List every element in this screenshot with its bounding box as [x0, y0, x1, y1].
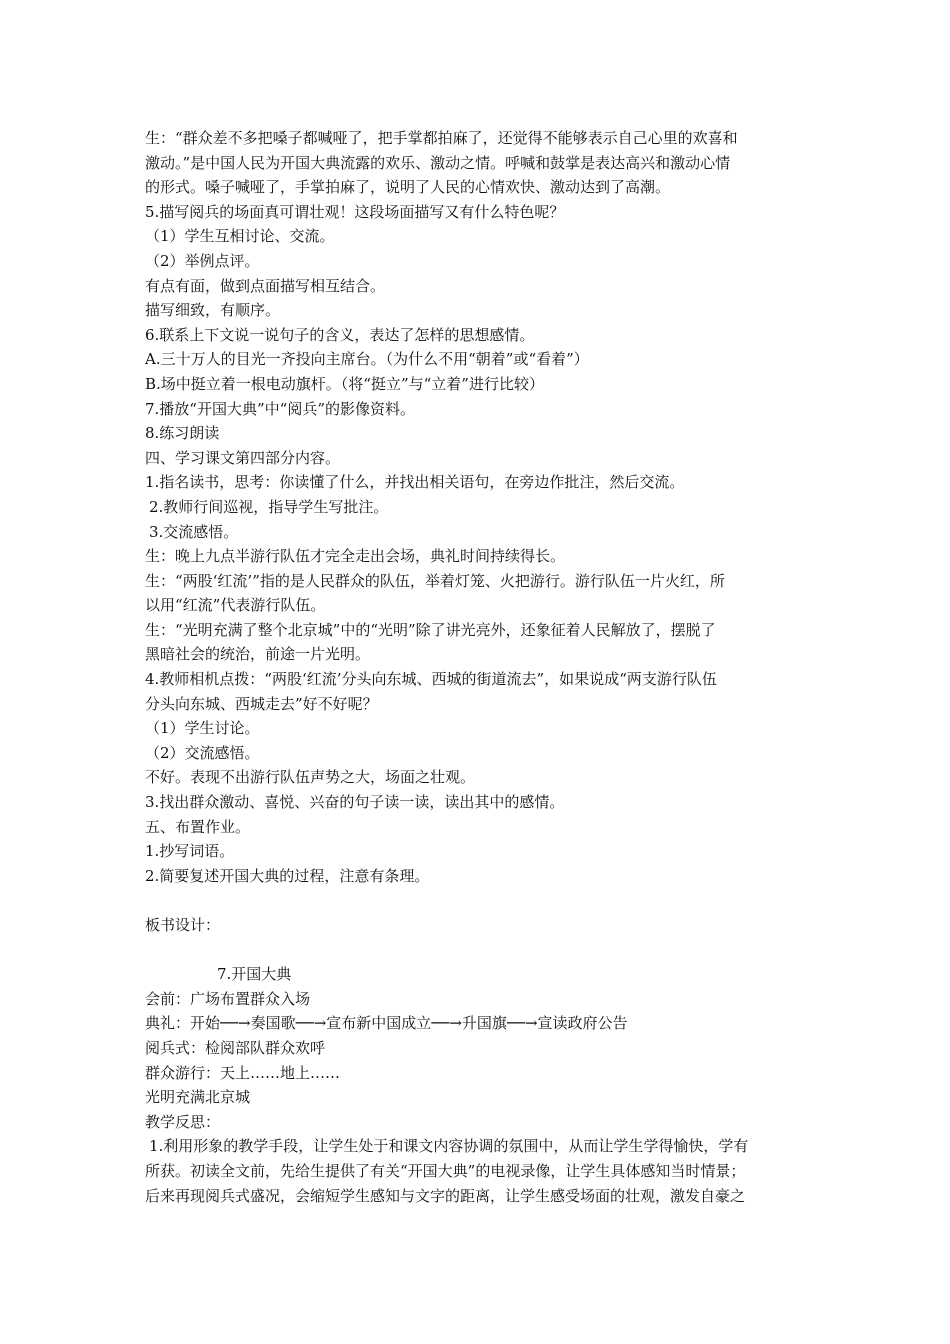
item-3: 3.交流感悟。 [149, 522, 239, 541]
step-line: （2）举例点评。 [145, 251, 260, 270]
paragraph-line: 生：晚上九点半游行队伍才完全走出会场，典礼时间持续得长。 [145, 547, 566, 566]
item-1: 1.指名读书，思考：你读懂了什么，并找出相关语句，在旁边作批注，然后交流。 [145, 473, 685, 492]
paragraph-line: 生：“群众差不多把嗓子都喊哑了，把手掌都拍麻了，还觉得不能够表示自己心里的欢喜和 [145, 129, 738, 147]
paragraph-line: 的形式。嗓子喊哑了，手掌拍麻了，说明了人民的心情欢快、激动达到了高潮。 [145, 178, 671, 197]
section-heading-4: 四、学习课文第四部分内容。 [145, 448, 341, 467]
paragraph-line: 分头向东城、西城走去”好不好呢？ [145, 694, 378, 713]
paragraph-line: 生：“两股‘红流’”指的是人民群众的队伍，举着灯笼、火把游行。游行队伍一片火红，所 [145, 571, 725, 590]
item-4: 4.教师相机点拨：“两股‘红流’分头向东城、西城的街道流去”，如果说成“两支游行队伍 [145, 670, 717, 689]
step-line: （2）交流感悟。 [145, 743, 260, 762]
paragraph-line: 黑暗社会的统治，前途一片光明。 [145, 645, 371, 664]
paragraph-line: 激动。”是中国人民为开国大典流露的欢乐、激动之情。呼喊和鼓掌是表达高兴和激动心情 [145, 153, 731, 172]
blank-line [145, 888, 813, 913]
board-title: 7.开国大典 [217, 965, 292, 984]
paragraph-line: 以用“红流”代表游行队伍。 [145, 596, 326, 615]
sentence-a: A.三十万人的目光一齐投向主席台。（为什么不用“朝着”或“看着”） [145, 350, 589, 369]
item-3b: 3.找出群众激动、喜悦、兴奋的句子读一读，读出其中的感情。 [145, 793, 565, 812]
homework-1: 1.抄写词语。 [145, 842, 235, 861]
blank-line [145, 938, 813, 963]
reflection-heading: 教学反思： [145, 1112, 221, 1131]
document-body [145, 126, 813, 1208]
question-6: 6.联系上下文说一说句子的含义，表达了怎样的思想感情。 [145, 325, 535, 344]
paragraph-line: 有点有面，做到点面描写相互结合。 [145, 276, 386, 295]
section-heading-5: 五、布置作业。 [145, 817, 251, 836]
board-line: 典礼：开始──→奏国歌──→宣布新中国成立──→升国旗──→宣读政府公告 [145, 1014, 628, 1033]
board-line: 光明充满北京城 [145, 1088, 251, 1107]
item-7: 7.播放“开国大典”中“阅兵”的影像资料。 [145, 399, 415, 418]
step-line: （1）学生互相讨论、交流。 [145, 227, 335, 246]
paragraph-line: 生：“光明充满了整个北京城”中的“光明”除了讲光亮外，还象征着人民解放了，摆脱了 [145, 620, 716, 639]
board-design-heading: 板书设计： [145, 916, 221, 934]
step-line: （1）学生讨论。 [145, 719, 260, 738]
question-5: 5.描写阅兵的场面真可谓壮观！这段场面描写又有什么特色呢？ [145, 202, 565, 221]
paragraph-line: 1.利用形象的教学手段，让学生处于和课文内容协调的氛围中，从而让学生学得愉快，学有 [149, 1137, 749, 1156]
item-2: 2.教师行间巡视，指导学生写批注。 [149, 497, 389, 516]
sentence-b: B.场中挺立着一根电动旗杆。（将“挺立”与“立着”进行比较） [145, 374, 544, 393]
paragraph-line: 后来再现阅兵式盛况，会缩短学生感知与文字的距离，让学生感受场面的壮观，激发自豪之 [145, 1186, 746, 1205]
paragraph-line: 所获。初读全文前，先给生提供了有关“开国大典”的电视录像，让学生具体感知当时情景； [145, 1161, 746, 1180]
board-line: 阅兵式：检阅部队群众欢呼 [145, 1038, 326, 1057]
item-8: 8.练习朗读 [145, 424, 220, 443]
board-line: 会前：广场布置群众入场 [145, 989, 311, 1008]
paragraph-line: 不好。表现不出游行队伍声势之大，场面之壮观。 [145, 768, 476, 787]
paragraph-line: 描写细致，有顺序。 [145, 301, 281, 320]
board-line: 群众游行：天上……地上…… [145, 1063, 341, 1082]
homework-2: 2.简要复述开国大典的过程，注意有条理。 [145, 866, 430, 885]
